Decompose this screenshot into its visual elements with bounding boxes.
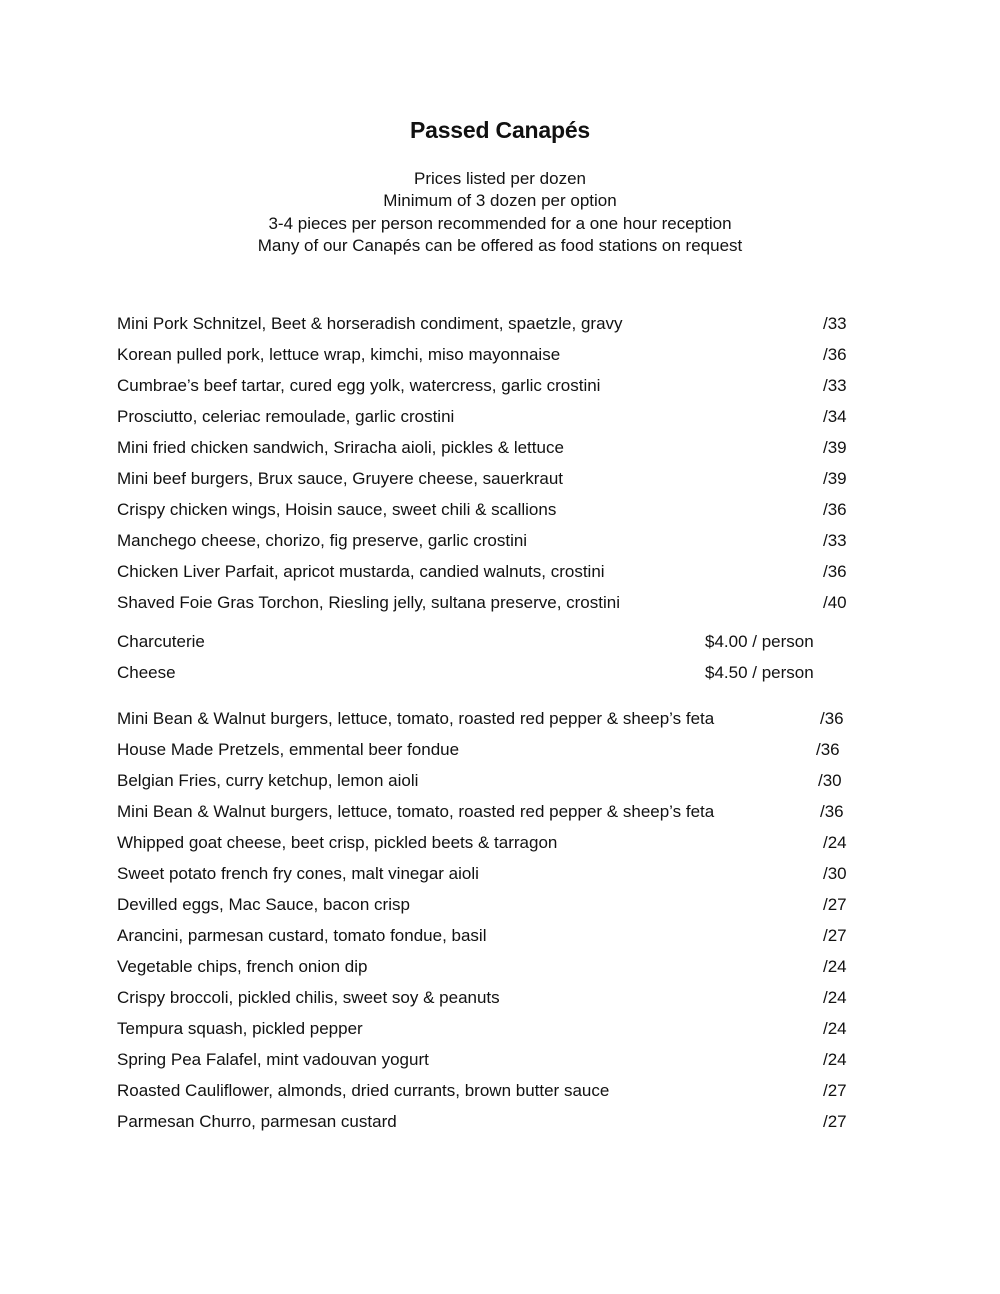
menu-item-price: /33 (823, 376, 847, 395)
menu-item-price: /36 (820, 709, 844, 728)
page-title: Passed Canapés (409, 117, 591, 143)
menu-item-price: $4.00 / person (705, 632, 814, 651)
menu-item-name: Sweet potato french fry cones, malt vinegar aioli (117, 864, 479, 883)
menu-item-name: Chicken Liver Parfait, apricot mustarda, candied walnuts, crostini (117, 562, 605, 581)
menu-item-price: /27 (823, 1112, 847, 1131)
menu-item-price: /27 (823, 895, 847, 914)
menu-item-name: Whipped goat cheese, beet crisp, pickled beets & tarragon (117, 833, 558, 852)
menu-item-price: /30 (823, 864, 847, 883)
menu-item-name: Korean pulled pork, lettuce wrap, kimchi, miso mayonnaise (117, 345, 561, 364)
menu-item-name: Manchego cheese, chorizo, fig preserve, garlic crostini (117, 531, 528, 550)
menu-item-name: Shaved Foie Gras Torchon, Riesling jelly, sultana preserve, crostini (117, 593, 620, 612)
menu-item-name: Mini Pork Schnitzel, Beet & horseradish condiment, spaetzle, gravy (117, 314, 623, 333)
menu-item-price: /36 (816, 740, 840, 759)
note-line: Prices listed per dozen (414, 169, 586, 188)
menu-item-price: /33 (823, 531, 847, 550)
menu-item-price: /40 (823, 593, 847, 612)
menu-item-price: /27 (823, 1081, 847, 1100)
menu-item-name: Crispy broccoli, pickled chilis, sweet soy & peanuts (117, 988, 500, 1007)
menu-item-name: Tempura squash, pickled pepper (117, 1019, 363, 1038)
menu-item-price: /24 (823, 1050, 847, 1069)
menu-item-name: Roasted Cauliflower, almonds, dried currants, brown butter sauce (117, 1081, 610, 1100)
note-line: Minimum of 3 dozen per option (383, 191, 617, 211)
menu-item-price: /36 (820, 802, 844, 821)
menu-item-name: Arancini, parmesan custard, tomato fondue, basil (117, 926, 487, 945)
menu-item-name: Charcuterie (117, 632, 205, 651)
menu-item-name: Cumbrae’s beef tartar, cured egg yolk, watercress, garlic crostini (117, 376, 601, 395)
menu-item-price: /24 (823, 833, 847, 852)
menu-item-price: /27 (823, 926, 847, 945)
menu-item-name: Mini Bean & Walnut burgers, lettuce, tomato, roasted red pepper & sheep’s feta (117, 709, 715, 728)
menu-item-name: Cheese (117, 663, 176, 682)
note-line: 3-4 pieces per person recommended for a one hour reception (268, 213, 732, 233)
menu-item-name: Parmesan Churro, parmesan custard (117, 1112, 397, 1131)
menu-item-name: Devilled eggs, Mac Sauce, bacon crisp (117, 895, 410, 914)
menu-item-name: House Made Pretzels, emmental beer fondue (117, 740, 460, 759)
menu-item-price: /36 (823, 345, 847, 364)
menu-item-price: /39 (823, 438, 847, 457)
menu-item-price: $4.50 / person (705, 663, 814, 682)
menu-notes (0, 168, 1000, 257)
menu-item-name: Spring Pea Falafel, mint vadouvan yogurt (117, 1050, 429, 1069)
menu-item-name: Mini beef burgers, Brux sauce, Gruyere cheese, sauerkraut (117, 469, 563, 488)
menu-item-price: /24 (823, 957, 847, 976)
menu-item-price: /34 (823, 407, 847, 426)
menu-item-price: /36 (823, 500, 847, 519)
menu-item-price: /39 (823, 469, 847, 488)
note-line: Many of our Canapés can be offered as food stations on request (257, 235, 743, 255)
menu-item-price: /36 (823, 562, 847, 581)
menu-item-price: /24 (823, 1019, 847, 1038)
menu-item-name: Crispy chicken wings, Hoisin sauce, sweet chili & scallions (117, 500, 557, 519)
menu-item-name: Belgian Fries, curry ketchup, lemon aioli (117, 771, 419, 790)
menu-item-name: Vegetable chips, french onion dip (117, 957, 368, 976)
menu-item-name: Mini fried chicken sandwich, Sriracha aioli, pickles & lettuce (117, 438, 564, 457)
menu-item-price: /33 (823, 314, 847, 333)
menu-item-price: /30 (818, 771, 842, 790)
menu-item-name: Prosciutto, celeriac remoulade, garlic crostini (117, 407, 455, 426)
menu-item-price: /24 (823, 988, 847, 1007)
menu-item-name: Mini Bean & Walnut burgers, lettuce, tomato, roasted red pepper & sheep’s feta (117, 802, 715, 821)
